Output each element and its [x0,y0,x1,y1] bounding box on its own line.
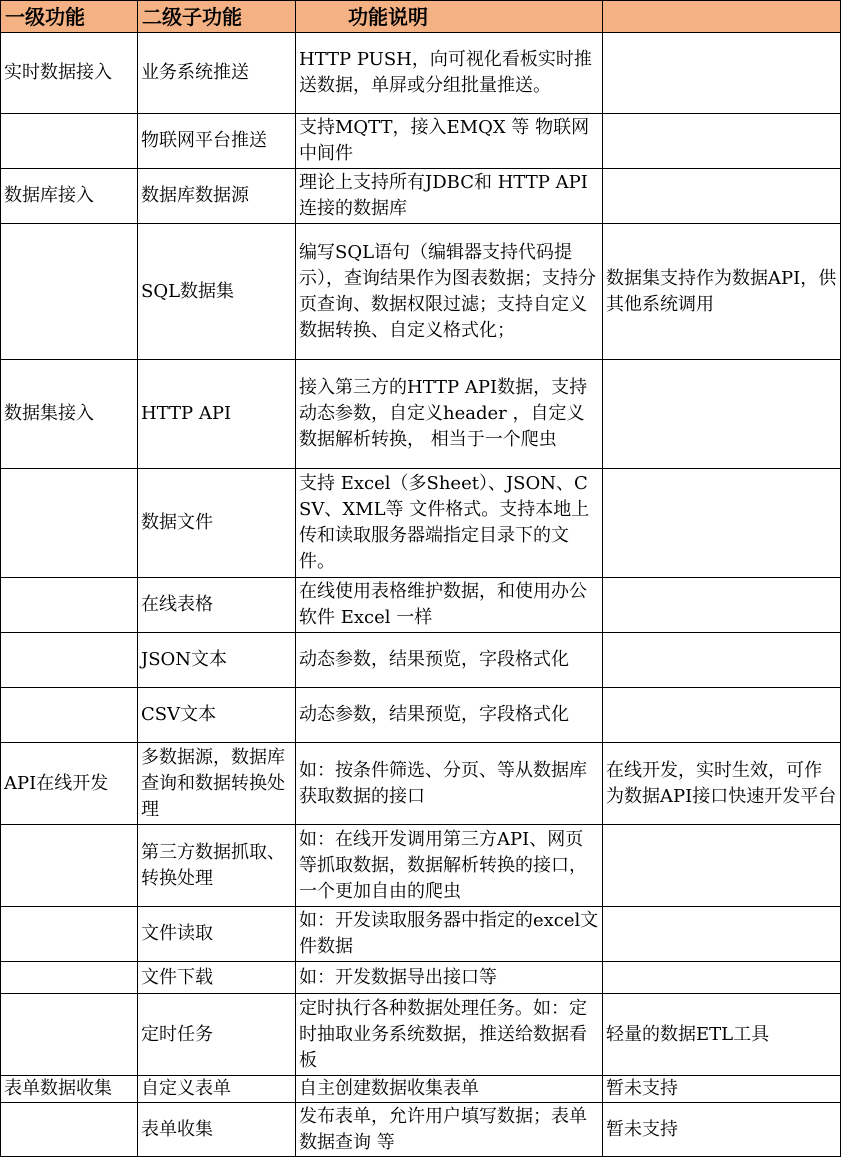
cell-description: 理论上支持所有JDBC和 HTTP API 连接的数据库 [296,169,603,224]
cell-level1 [1,994,138,1076]
table-row [1,907,841,962]
cell-level2: 数据文件 [138,469,296,578]
cell-level1: 表单数据收集 [1,1076,138,1103]
cell-notes [603,360,841,469]
cell-notes [603,633,841,688]
cell-level2: 自定义表单 [138,1076,296,1103]
cell-level1 [1,825,138,907]
header-level2: 二级子功能 [138,1,296,33]
cell-level2: CSV文本 [138,688,296,743]
cell-level1: 数据集接入 [1,360,138,469]
cell-level1 [1,469,138,578]
cell-notes [603,962,841,994]
cell-description: 如：开发数据导出接口等 [296,962,603,994]
table-row [1,469,841,578]
cell-level1 [1,907,138,962]
cell-description: 支持 Excel（多Sheet）、JSON、CSV、XML等 文件格式。支持本地上传和读取服务器端指定目录下的文件。 [296,469,603,578]
cell-level1 [1,633,138,688]
cell-level2: JSON文本 [138,633,296,688]
cell-level1 [1,114,138,169]
header-description: 功能说明 [296,1,603,33]
table-row [1,1076,841,1103]
cell-level1 [1,1103,138,1157]
cell-notes [603,169,841,224]
cell-notes [603,578,841,633]
cell-level2: 物联网平台推送 [138,114,296,169]
cell-level2: HTTP API [138,360,296,469]
header-row [1,1,841,33]
cell-notes: 暂未支持 [603,1103,841,1157]
cell-level1 [1,224,138,360]
cell-level2: 文件下载 [138,962,296,994]
cell-description: 如：开发读取服务器中指定的excel文件数据 [296,907,603,962]
cell-description: 自主创建数据收集表单 [296,1076,603,1103]
cell-notes [603,688,841,743]
cell-description: 如：按条件筛选、分页、等从数据库获取数据的接口 [296,743,603,825]
cell-level2: 定时任务 [138,994,296,1076]
cell-description: 编写SQL语句（编辑器支持代码提示），查询结果作为图表数据；支持分页查询、数据权限过滤；支持自定义数据转换、自定义格式化； [296,224,603,360]
cell-level1 [1,962,138,994]
cell-notes: 数据集支持作为数据API，供其他系统调用 [603,224,841,360]
cell-description: 接入第三方的HTTP API数据，支持动态参数，自定义header ，自定义数据解析转换， 相当于一个爬虫 [296,360,603,469]
cell-description: 如：在线开发调用第三方API、网页等抓取数据，数据解析转换的接口，一个更加自由的爬虫 [296,825,603,907]
table-row [1,360,841,469]
cell-description: 定时执行各种数据处理任务。如：定时抽取业务系统数据，推送给数据看板 [296,994,603,1076]
cell-description: 在线使用表格维护数据，和使用办公软件 Excel 一样 [296,578,603,633]
cell-level2: 数据库数据源 [138,169,296,224]
table-row [1,224,841,360]
table-row [1,825,841,907]
table-row [1,169,841,224]
cell-level1: API在线开发 [1,743,138,825]
cell-description: HTTP PUSH，向可视化看板实时推送数据，单屏或分组批量推送。 [296,33,603,114]
table-row [1,994,841,1076]
cell-description: 支持MQTT，接入EMQX 等 物联网中间件 [296,114,603,169]
table-row [1,633,841,688]
cell-notes [603,469,841,578]
table-row [1,33,841,114]
cell-notes [603,114,841,169]
cell-notes [603,907,841,962]
cell-level2: 文件读取 [138,907,296,962]
table-row [1,114,841,169]
header-notes [603,1,841,33]
table-row [1,743,841,825]
cell-notes: 轻量的数据ETL工具 [603,994,841,1076]
cell-level1: 数据库接入 [1,169,138,224]
cell-description: 发布表单，允许用户填写数据；表单数据查询 等 [296,1103,603,1157]
cell-notes: 在线开发，实时生效，可作为数据API接口快速开发平台 [603,743,841,825]
cell-notes [603,825,841,907]
table-row [1,688,841,743]
table-row [1,1103,841,1157]
cell-level1 [1,688,138,743]
cell-description: 动态参数，结果预览，字段格式化 [296,633,603,688]
cell-level2: 第三方数据抓取、转换处理 [138,825,296,907]
cell-level2: 业务系统推送 [138,33,296,114]
cell-notes: 暂未支持 [603,1076,841,1103]
cell-description: 动态参数，结果预览，字段格式化 [296,688,603,743]
table-row [1,962,841,994]
cell-notes [603,33,841,114]
table-row [1,578,841,633]
cell-level2: SQL数据集 [138,224,296,360]
header-level1: 一级功能 [1,1,138,33]
cell-level2: 在线表格 [138,578,296,633]
cell-level1 [1,578,138,633]
cell-level1: 实时数据接入 [1,33,138,114]
cell-level2: 多数据源，数据库查询和数据转换处理 [138,743,296,825]
cell-level2: 表单收集 [138,1103,296,1157]
